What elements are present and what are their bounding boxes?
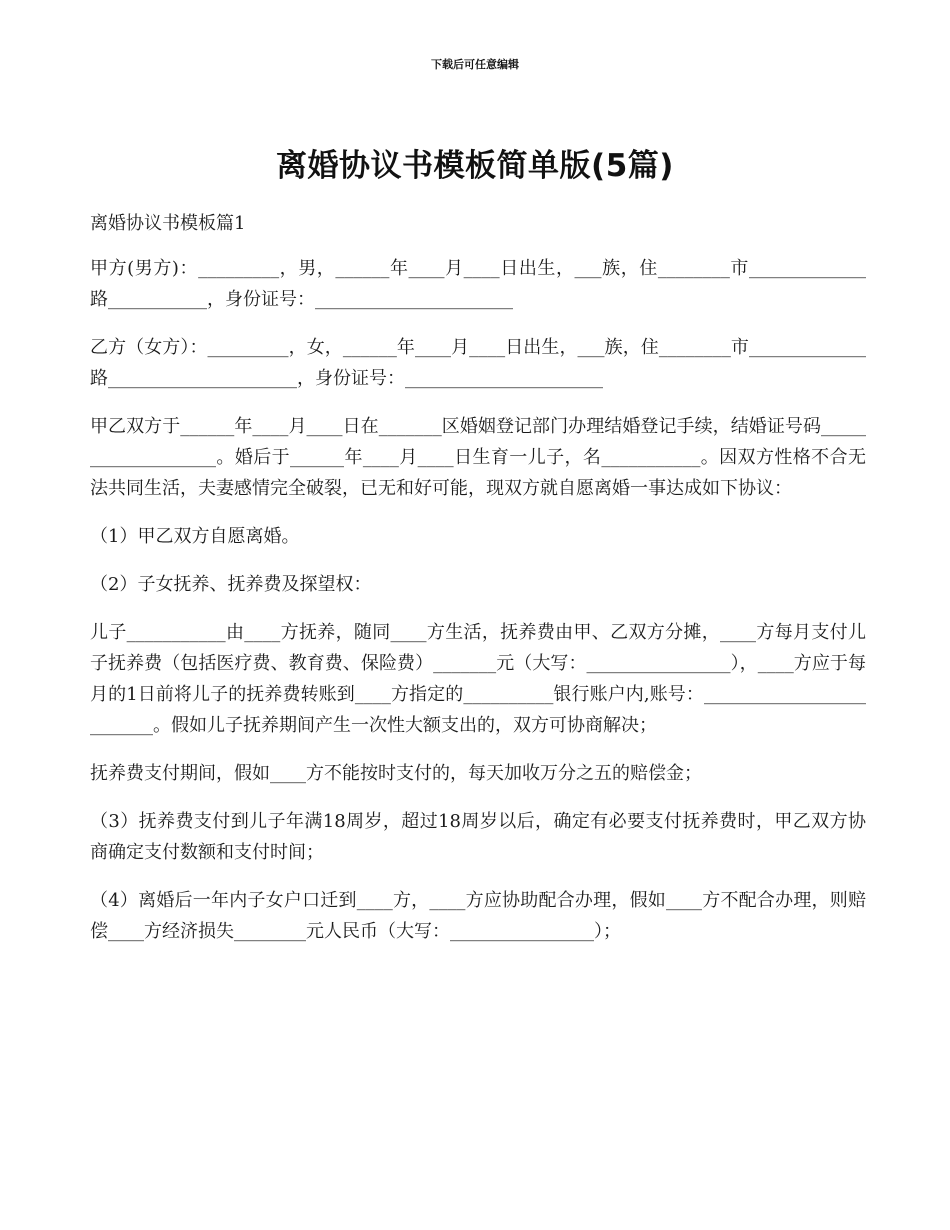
header-note: 下载后可任意编辑: [431, 58, 519, 71]
paragraph-party-b: 乙方（女方）：_________，女，______年____月____日出生，___族，住________市_____________路_____________________，身份证号：______________________: [90, 337, 866, 389]
paragraph-late-payment: 抚养费支付期间，假如____方不能按时支付的，每天加收万分之五的赔偿金；: [90, 763, 702, 784]
paragraph-clause-4: （4）离婚后一年内子女户口迁到____方，____方应协助配合办理，假如____方不配合办理，则赔偿____方经济损失________元人民币（大写：________________）；: [90, 890, 866, 942]
paragraph-clause-1: （1）甲乙双方自愿离婚。: [90, 526, 300, 547]
paragraph-party-a: 甲方(男方)：_________，男，______年____月____日出生，___族，住________市_____________路___________，身份证号：______________________: [90, 258, 866, 310]
paragraph-child-support: 儿子___________由____方抚养，随同____方生活，抚养费由甲、乙双方分摊，____方每月支付儿子抚养费（包括医疗费、教育费、保险费）_______元（大写：________________），____方应于每月的1日前将儿子的抚养费转账到____方指定的__________银行账户内,账号：_________________________。假如儿子抚养期间产生一次性大额支出的，双方可协商解决；: [90, 622, 866, 736]
document-body: [90, 208, 866, 964]
section-heading: 离婚协议书模板篇1: [90, 213, 246, 234]
paragraph-marriage-info: 甲乙双方于______年____月____日在_______区婚姻登记部门办理结婚登记手续，结婚证号码___________________。婚后于______年____月____日生育一儿子，名___________。因双方性格不合无法共同生活，夫妻感情完全破裂，已无和好可能，现双方就自愿离婚一事达成如下协议：: [90, 416, 866, 499]
paragraph-clause-3: （3）抚养费支付到儿子年满18周岁，超过18周岁以后，确定有必要支付抚养费时，甲乙双方协商确定支付数额和支付时间；: [90, 811, 866, 863]
paragraph-clause-2: （2）子女抚养、抚养费及探望权：: [90, 574, 372, 595]
document-title: 离婚协议书模板简单版(5篇): [276, 148, 674, 184]
